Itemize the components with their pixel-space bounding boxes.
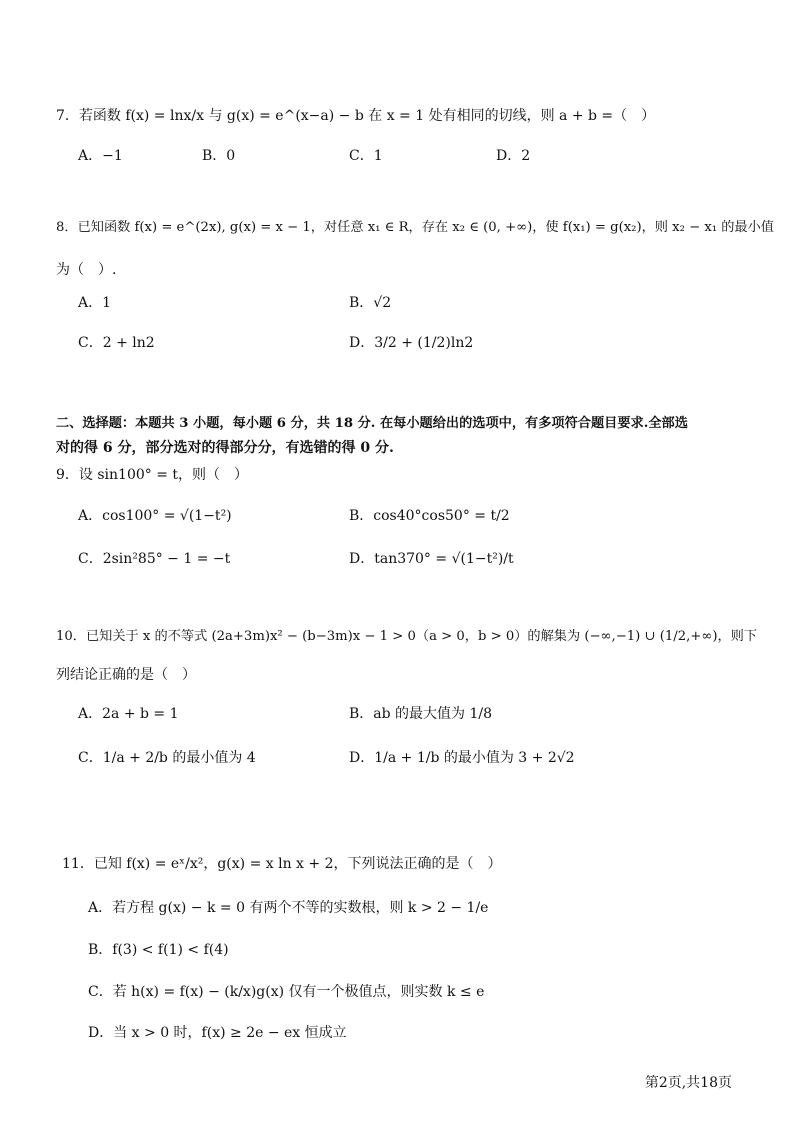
question-7-stem: 7．若函数 f(x) = lnx/x 与 g(x) = e^(x−a) − b 在 x = 1 处有相同的切线，则 a + b =（ ） [56, 108, 656, 124]
question-10-stem-line1: 10．已知关于 x 的不等式 (2a+3m)x² − (b−3m)x − 1 > 0（a > 0，b > 0）的解集为 (−∞,−1) ∪ (1/2,+∞)，则下 [56, 629, 758, 644]
question-10-stem-line2: 列结论正确的是（ ） [56, 667, 196, 683]
question-8-option-d: D．3/2 + (1/2)ln2 [349, 335, 474, 351]
question-7-option-c: C．1 [349, 148, 383, 164]
section-2-heading-line1: 二、选择题：本题共 3 小题，每小题 6 分，共 18 分. 在每小题给出的选项中，有多项符合题目要求.全部选 [56, 416, 688, 431]
question-11-option-a: A．若方程 g(x) − k = 0 有两个不等的实数根，则 k > 2 − 1/e [88, 900, 489, 916]
question-8-option-a: A．1 [78, 295, 112, 311]
page-number: 第2页,共18页 [644, 1075, 732, 1091]
question-7-option-b: B．0 [202, 148, 236, 164]
question-10-option-d: D．1/a + 1/b 的最小值为 3 + 2√2 [349, 750, 575, 766]
question-7-option-d: D．2 [496, 148, 531, 164]
question-9-option-c: C．2sin²85° − 1 = −t [78, 551, 231, 567]
question-11-option-c: C．若 h(x) = f(x) − (k/x)g(x) 仅有一个极值点，则实数 k ≤ e [88, 984, 485, 1000]
question-11-option-b: B．f(3) < f(1) < f(4) [88, 942, 229, 958]
question-9-option-b: B．cos40°cos50° = t/2 [349, 508, 510, 524]
question-10-option-a: A．2a + b = 1 [78, 706, 179, 722]
question-9-stem: 9．设 sin100° = t，则（ ） [56, 467, 249, 483]
question-8-option-b: B．√2 [349, 295, 392, 311]
question-10-option-c: C．1/a + 2/b 的最小值为 4 [78, 750, 256, 766]
question-10-option-b: B．ab 的最大值为 1/8 [349, 706, 493, 722]
question-8-stem-line1: 8．已知函数 f(x) = e^(2x), g(x) = x − 1，对任意 x₁ ∈ R，存在 x₂ ∈ (0, +∞)，使 f(x₁) = g(x₂)，则 x₂ − x₁ 的最小值 [56, 220, 774, 235]
question-7-option-a: A．−1 [78, 148, 123, 164]
question-9-option-a: A．cos100° = √(1−t²) [78, 508, 232, 524]
section-2-heading-line2: 对的得 6 分，部分选对的得部分分，有选错的得 0 分. [56, 440, 394, 456]
question-11-option-d: D．当 x > 0 时，f(x) ≥ 2e − ex 恒成立 [88, 1025, 347, 1041]
question-8-option-c: C．2 + ln2 [78, 335, 155, 351]
question-9-option-d: D．tan370° = √(1−t²)/t [349, 551, 514, 567]
question-11-stem: 11．已知 f(x) = eˣ/x²，g(x) = x ln x + 2，下列说法正确的是（ ） [62, 856, 502, 872]
question-8-stem-line2: 为（ ）. [56, 262, 117, 278]
